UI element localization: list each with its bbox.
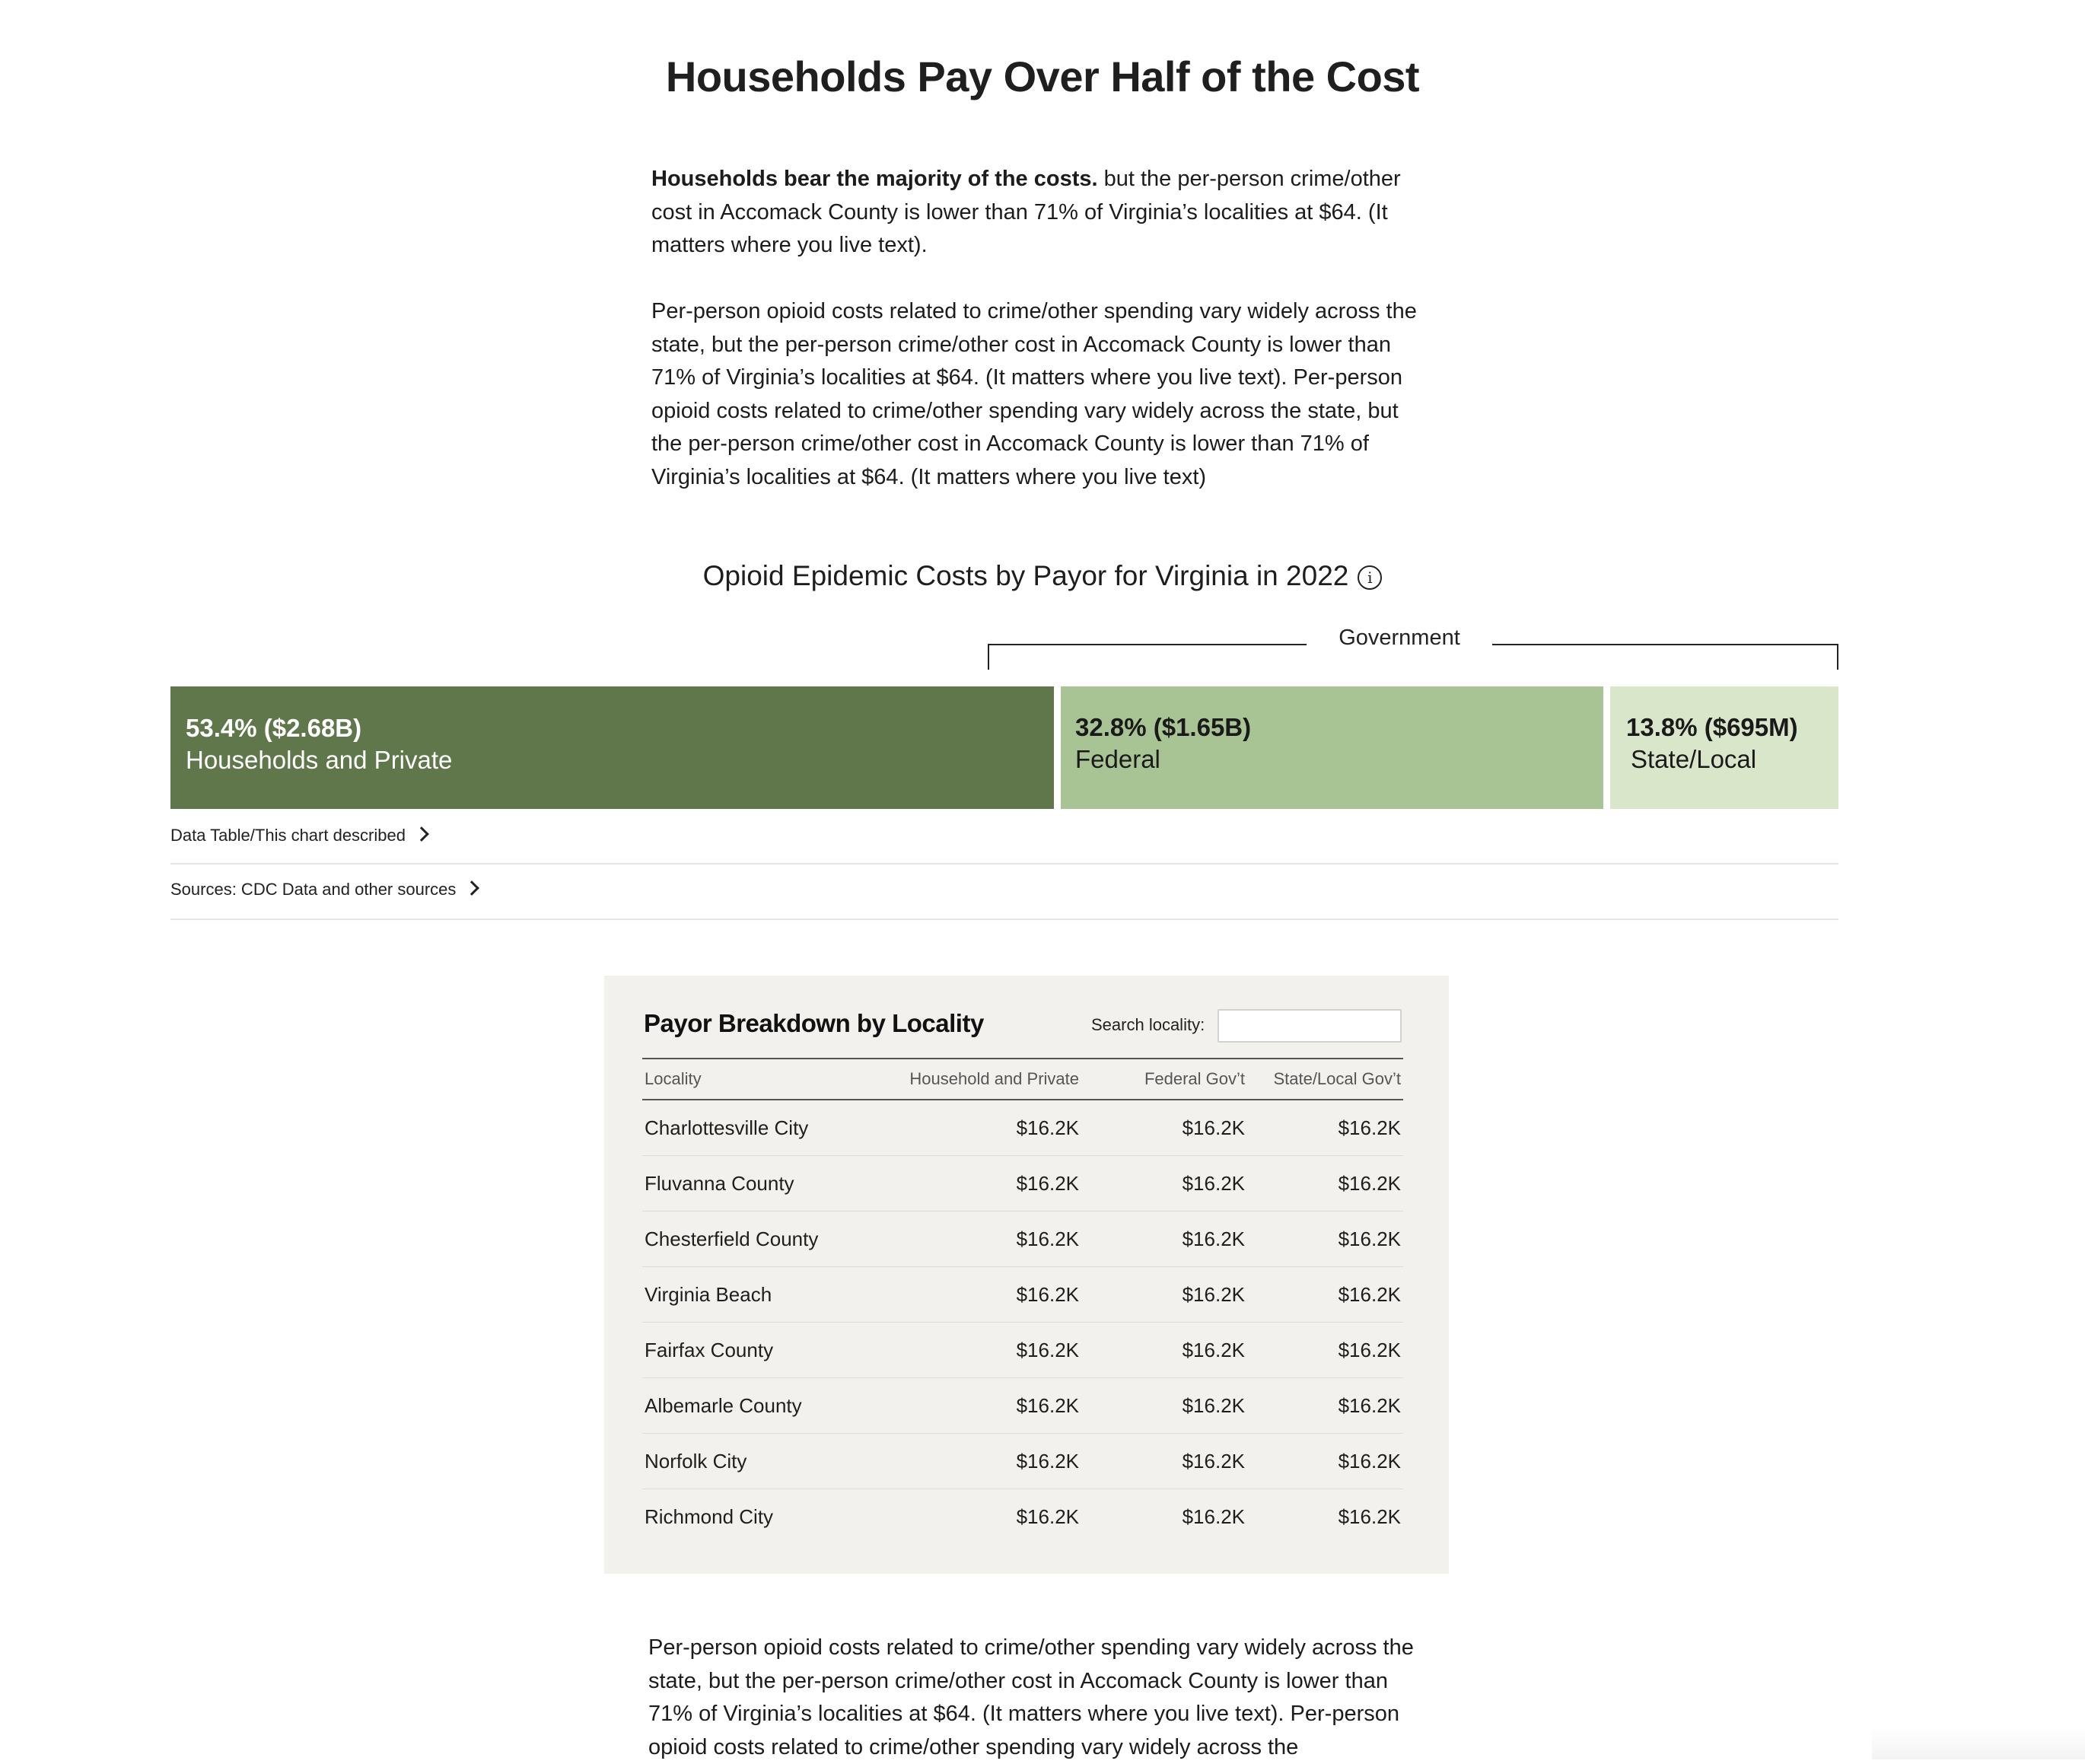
table-row xyxy=(642,1323,1403,1378)
amount-cell: $16.2K xyxy=(1081,1212,1247,1267)
column-header-state-local: State/Local Gov’t xyxy=(1247,1059,1403,1100)
amount-cell: $16.2K xyxy=(1247,1434,1403,1489)
chart-title xyxy=(0,560,2085,592)
amount-cell: $16.2K xyxy=(875,1267,1081,1323)
amount-cell: $16.2K xyxy=(1247,1212,1403,1267)
card-title: Payor Breakdown by Locality xyxy=(644,1009,984,1037)
intro-paragraph xyxy=(651,163,1428,263)
locality-table xyxy=(642,1058,1403,1544)
locality-cell: Virginia Beach xyxy=(642,1267,875,1323)
bar-category-label: Households and Private xyxy=(186,746,453,774)
intro-bold-lead: Households bear the majority of the costs. xyxy=(651,167,1098,191)
amount-cell: $16.2K xyxy=(1081,1434,1247,1489)
amount-cell: $16.2K xyxy=(1081,1378,1247,1434)
bar-value-label: 53.4% ($2.68B) xyxy=(186,714,362,742)
amount-cell: $16.2K xyxy=(875,1156,1081,1212)
chevron-right-icon xyxy=(465,880,480,896)
table-row xyxy=(642,1378,1403,1434)
locality-cell: Richmond City xyxy=(645,1504,774,1528)
table-row xyxy=(642,1212,1403,1267)
table-row xyxy=(642,1156,1403,1212)
amount-cell: $16.2K xyxy=(1247,1323,1403,1378)
column-header-household: Household and Private xyxy=(875,1059,1081,1100)
bar-category-label: Federal xyxy=(1075,745,1160,773)
locality-cell: Norfolk City xyxy=(642,1434,875,1489)
locality-cell: Fluvanna County xyxy=(642,1156,875,1212)
bar-segment-state-local xyxy=(1610,686,1838,809)
amount-cell: $16.2K xyxy=(1081,1267,1247,1323)
bar-value-label: 13.8% ($695M) xyxy=(1626,713,1798,741)
amount-cell: $16.2K xyxy=(1247,1378,1403,1434)
closing-paragraph: Per-person opioid costs related to crime/other spending vary widely across the state, but the per-person crime/other cost in Accomack County is lower than 71% of Virginia’s localities at $64. (It matters where you live text). Per-person opioid costs related to crime/other spending vary widely across the xyxy=(648,1635,1414,1759)
table-header-row xyxy=(642,1059,1403,1100)
bar-value-label: 32.8% ($1.65B) xyxy=(1075,713,1252,741)
sources-link-label: Sources: CDC Data and other sources xyxy=(170,880,457,899)
page-title: Households Pay Over Half of the Cost xyxy=(665,53,1420,100)
info-icon[interactable]: i xyxy=(1358,565,1382,590)
amount-cell: $16.2K xyxy=(1081,1156,1247,1212)
table-body xyxy=(642,1100,1403,1544)
data-table-toggle[interactable] xyxy=(170,826,1838,864)
amount-cell: $16.2K xyxy=(1081,1100,1247,1156)
amount-cell: $16.2K xyxy=(875,1434,1081,1489)
locality-table-card xyxy=(604,976,1449,1574)
locality-cell: Chesterfield County xyxy=(642,1212,875,1267)
amount-cell: $16.2K xyxy=(1081,1323,1247,1378)
amount-cell: $16.2K xyxy=(1182,1504,1245,1528)
amount-cell: $16.2K xyxy=(1016,1504,1079,1528)
amount-cell: $16.2K xyxy=(875,1212,1081,1267)
locality-cell: Charlottesville City xyxy=(642,1100,875,1156)
locality-cell: Albemarle County xyxy=(642,1378,875,1434)
amount-cell: $16.2K xyxy=(1247,1100,1403,1156)
intro-text: but the per-person crime/other cost in Accomack County is lower than 71% of Virginia’s localities at $64. (It matters where you live text). xyxy=(651,167,1401,257)
amount-cell: $16.2K xyxy=(875,1100,1081,1156)
body-paragraph: Per-person opioid costs related to crime/other spending vary widely across the state, but the per-person crime/other cost in Accomack County is lower than 71% of Virginia’s localities at $64. (It matters where you live text). Per-person opioid costs related to crime/other spending vary widely across the state, but the per-person crime/other cost in Accomack County is lower than 71% of Virginia’s localities at $64. (It matters where you live text) xyxy=(651,299,1417,489)
chevron-right-icon xyxy=(414,826,429,842)
amount-cell: $16.2K xyxy=(1338,1504,1401,1528)
table-row xyxy=(642,1489,1403,1545)
bar-segment-federal xyxy=(1061,686,1603,809)
table-row xyxy=(642,1100,1403,1156)
search-locality-input[interactable] xyxy=(1218,1009,1402,1043)
locality-cell: Fairfax County xyxy=(642,1323,875,1378)
chart-title-text: Opioid Epidemic Costs by Payor for Virginia in 2022 xyxy=(702,560,1349,591)
table-row xyxy=(642,1434,1403,1489)
amount-cell: $16.2K xyxy=(1247,1267,1403,1323)
amount-cell: $16.2K xyxy=(875,1323,1081,1378)
government-label: Government xyxy=(1307,626,1492,651)
sources-toggle[interactable] xyxy=(170,880,1838,920)
bar-category-label: State/Local xyxy=(1631,745,1757,773)
column-header-locality: Locality xyxy=(642,1059,875,1100)
amount-cell: $16.2K xyxy=(1247,1156,1403,1212)
amount-cell: $16.2K xyxy=(875,1378,1081,1434)
column-header-federal: Federal Gov’t xyxy=(1081,1059,1247,1100)
data-table-link-label: Data Table/This chart described xyxy=(170,826,406,845)
scroll-shadow xyxy=(1872,1727,2085,1759)
table-row xyxy=(642,1267,1403,1323)
search-label: Search locality: xyxy=(1091,1015,1205,1034)
bar-segment-households xyxy=(170,686,1054,809)
